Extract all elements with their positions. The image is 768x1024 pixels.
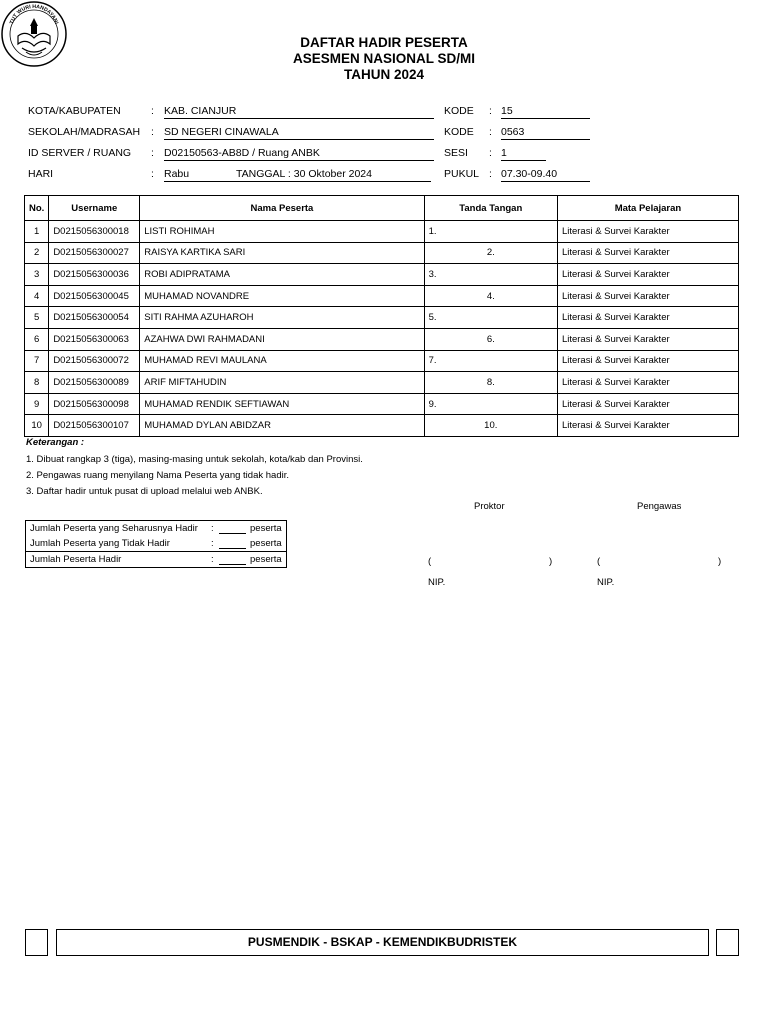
pengawas-close-paren: ) [718, 556, 722, 567]
summary-label: Jumlah Peserta yang Seharusnya Hadir [30, 523, 198, 534]
row-signature: 6. [424, 328, 557, 350]
pukul-value: 07.30-09.40 [501, 168, 590, 182]
server-label: ID SERVER / RUANG [28, 147, 132, 159]
note-item-1: 1. Dibuat rangkap 3 (tiga), masing-masing untuk sekolah, kota/kab dan Provinsi. [26, 454, 363, 465]
header-tanda-tangan: Tanda Tangan [424, 196, 557, 221]
row-nama: MUHAMAD REVI MAULANA [140, 350, 424, 372]
summary-row [26, 551, 286, 567]
info-row-kota [0, 105, 768, 121]
row-signature: 10. [424, 415, 557, 437]
summary-colon: : [211, 538, 214, 549]
pengawas-nip: NIP. [597, 577, 615, 588]
row-signature: 1. [424, 221, 557, 243]
header-username: Username [49, 196, 140, 221]
row-no: 3 [25, 264, 49, 286]
row-signature: 7. [424, 350, 557, 372]
table-row [25, 328, 739, 350]
row-username: D0215056300098 [49, 393, 140, 415]
summary-unit: peserta [250, 554, 282, 565]
row-username: D0215056300036 [49, 264, 140, 286]
row-mapel: Literasi & Survei Karakter [557, 372, 738, 394]
summary-colon: : [211, 523, 214, 534]
kota-value: KAB. CIANJUR [164, 105, 434, 119]
row-signature: 3. [424, 264, 557, 286]
row-no: 6 [25, 328, 49, 350]
row-username: D0215056300107 [49, 415, 140, 437]
sesi-value: 1 [501, 147, 546, 161]
pengawas-label: Pengawas [637, 501, 682, 512]
summary-unit: peserta [250, 523, 282, 534]
row-signature: 5. [424, 307, 557, 329]
kode1-value: 15 [501, 105, 590, 119]
row-no: 1 [25, 221, 49, 243]
footer-banner: PUSMENDIK - BSKAP - KEMENDIKBUDRISTEK [56, 929, 709, 956]
summary-blank [219, 523, 246, 534]
proktor-nip: NIP. [428, 577, 446, 588]
row-no: 5 [25, 307, 49, 329]
row-nama: LISTI ROHIMAH [140, 221, 424, 243]
hari-value: Rabu [164, 168, 236, 182]
row-mapel: Literasi & Survei Karakter [557, 393, 738, 415]
row-nama: RAISYA KARTIKA SARI [140, 242, 424, 264]
kota-colon: : [151, 105, 154, 117]
summary-colon: : [211, 554, 214, 565]
row-mapel: Literasi & Survei Karakter [557, 328, 738, 350]
document-title-line2: ASESMEN NASIONAL SD/MI [292, 51, 476, 66]
sekolah-label: SEKOLAH/MADRASAH [28, 126, 141, 138]
row-username: D0215056300018 [49, 221, 140, 243]
row-nama: MUHAMAD DYLAN ABIDZAR [140, 415, 424, 437]
summary-row [26, 536, 286, 551]
note-item-3: 3. Daftar hadir untuk pusat di upload melalui web ANBK. [26, 486, 263, 497]
table-row [25, 307, 739, 329]
pukul-colon: : [489, 168, 492, 180]
row-no: 2 [25, 242, 49, 264]
sekolah-value: SD NEGERI CINAWALA [164, 126, 434, 140]
info-row-hari [0, 168, 768, 184]
summary-row [26, 521, 286, 536]
footer-left-box [25, 929, 48, 956]
attendance-table [24, 195, 739, 437]
pengawas-open-paren: ( [597, 556, 601, 567]
row-username: D0215056300045 [49, 285, 140, 307]
proktor-close-paren: ) [549, 556, 553, 567]
table-row [25, 372, 739, 394]
kode2-label: KODE [444, 126, 474, 138]
summary-unit: peserta [250, 538, 282, 549]
kode1-colon: : [489, 105, 492, 117]
row-no: 9 [25, 393, 49, 415]
server-colon: : [151, 147, 154, 159]
notes-heading: Keterangan : [26, 437, 85, 448]
row-nama: MUHAMAD NOVANDRE [140, 285, 424, 307]
sesi-label: SESI [444, 147, 468, 159]
row-username: D0215056300089 [49, 372, 140, 394]
sekolah-colon: : [151, 126, 154, 138]
row-username: D0215056300063 [49, 328, 140, 350]
proktor-label: Proktor [474, 501, 505, 512]
document-title-line1: DAFTAR HADIR PESERTA [300, 35, 468, 50]
hari-colon: : [151, 168, 154, 180]
kode1-label: KODE [444, 105, 474, 117]
table-row [25, 393, 739, 415]
row-mapel: Literasi & Survei Karakter [557, 221, 738, 243]
header-no: No. [25, 196, 49, 221]
row-signature: 4. [424, 285, 557, 307]
table-row [25, 415, 739, 437]
kode2-colon: : [489, 126, 492, 138]
row-no: 4 [25, 285, 49, 307]
row-nama: MUHAMAD RENDIK SEFTIAWAN [140, 393, 424, 415]
table-row [25, 221, 739, 243]
header-nama-peserta: Nama Peserta [140, 196, 424, 221]
table-header-row [25, 196, 739, 221]
proktor-open-paren: ( [428, 556, 432, 567]
attendance-summary-box [25, 520, 287, 568]
row-nama: SITI RAHMA AZUHAROH [140, 307, 424, 329]
document-title-line3: TAHUN 2024 [343, 67, 425, 82]
kode2-value: 0563 [501, 126, 590, 140]
table-row [25, 350, 739, 372]
table-row [25, 285, 739, 307]
summary-blank [219, 554, 246, 565]
header-mata-pelajaran: Mata Pelajaran [557, 196, 738, 221]
row-no: 7 [25, 350, 49, 372]
tanggal-value: TANGGAL : 30 Oktober 2024 [236, 168, 431, 182]
row-username: D0215056300054 [49, 307, 140, 329]
hari-label: HARI [28, 168, 54, 180]
summary-label: Jumlah Peserta yang Tidak Hadir [30, 538, 170, 549]
pukul-label: PUKUL [444, 168, 480, 180]
row-no: 10 [25, 415, 49, 437]
table-row [25, 242, 739, 264]
row-username: D0215056300027 [49, 242, 140, 264]
row-mapel: Literasi & Survei Karakter [557, 415, 738, 437]
sesi-colon: : [489, 147, 492, 159]
logo-text: TUT WURI HANDAYANI [8, 3, 60, 25]
row-no: 8 [25, 372, 49, 394]
row-mapel: Literasi & Survei Karakter [557, 264, 738, 286]
row-mapel: Literasi & Survei Karakter [557, 307, 738, 329]
row-nama: ROBI ADIPRATAMA [140, 264, 424, 286]
table-row [25, 264, 739, 286]
row-mapel: Literasi & Survei Karakter [557, 242, 738, 264]
row-mapel: Literasi & Survei Karakter [557, 285, 738, 307]
row-nama: ARIF MIFTAHUDIN [140, 372, 424, 394]
info-row-server [0, 147, 768, 163]
row-signature: 9. [424, 393, 557, 415]
summary-blank [219, 538, 246, 549]
footer-right-box [716, 929, 739, 956]
summary-label: Jumlah Peserta Hadir [30, 554, 122, 565]
row-username: D0215056300072 [49, 350, 140, 372]
info-row-sekolah [0, 126, 768, 142]
row-signature: 8. [424, 372, 557, 394]
row-mapel: Literasi & Survei Karakter [557, 350, 738, 372]
server-value: D02150563-AB8D / Ruang ANBK [164, 147, 434, 161]
note-item-2: 2. Pengawas ruang menyilang Nama Peserta yang tidak hadir. [26, 470, 289, 481]
row-signature: 2. [424, 242, 557, 264]
kota-label: KOTA/KABUPATEN [28, 105, 121, 117]
row-nama: AZAHWA DWI RAHMADANI [140, 328, 424, 350]
